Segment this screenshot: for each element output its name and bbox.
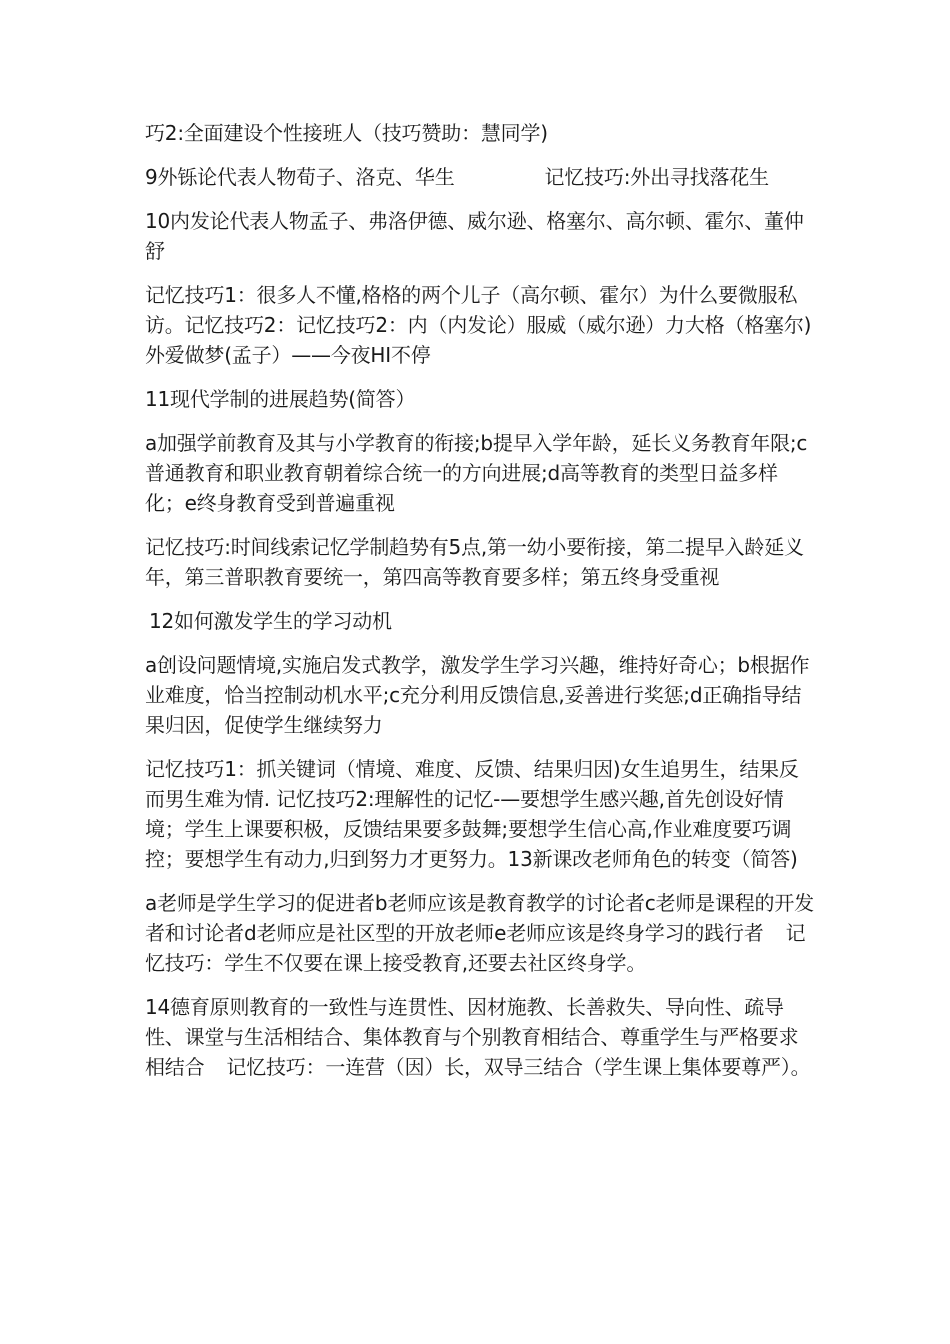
- paragraph-item-12-answer: [145, 650, 817, 740]
- text: 9外铄论代表人物荀子、洛克、华生: [145, 165, 455, 189]
- document-body: [145, 118, 817, 1096]
- paragraph-item-11: [145, 384, 817, 414]
- paragraph-item-11-answer: [145, 428, 817, 518]
- paragraph-item-11-tip: [145, 532, 817, 592]
- text: a老师是学生学习的促进者b老师应该是教育教学的讨论者c老师是课程的开发者和讨论者d老师应是社区型的开放老师e老师应该是终身学习的践行者: [145, 891, 814, 945]
- paragraph-item-12-tips: [145, 754, 817, 874]
- text: 11现代学制的进展趋势(简答）: [145, 387, 416, 411]
- text: a创设问题情境,实施启发式教学，激发学生学习兴趣，维持好奇心；b根据作业难度，恰当控制动机水平;c充分利用反馈信息,妥善进行奖惩;d正确指导结果归因，促使学生继续努力: [145, 653, 810, 737]
- text: 巧2:全面建设个性接班人（技巧赞助：慧同学): [145, 121, 548, 145]
- text: 12如何激发学生的学习动机: [149, 609, 392, 633]
- text: 记忆技巧:时间线索记忆学制趋势有5点,第一幼小要衔接，第二提早入龄延义年，第三普职教育要统一，第四高等教育要多样；第五终身受重视: [145, 535, 804, 589]
- paragraph-item-10: [145, 206, 817, 266]
- paragraph-item-12: [145, 606, 817, 636]
- text: 14德育原则教育的一致性与连贯性、因材施教、长善救失、导向性、疏导性、课堂与生活相结合、集体教育与个别教育相结合、尊重学生与严格要求相结合: [145, 995, 799, 1079]
- text: 记忆技巧1：很多人不懂,格格的两个儿子（高尔顿、霍尔）为什么要微服私访。记忆技巧2：记忆技巧2：内（内发论）服威（威尔逊）力大格（格塞尔)外爱做梦(孟子）——今夜HI不停: [145, 283, 812, 367]
- memory-tip: 记忆技巧：学生不仅要在课上接受教育,还要去社区终身学。: [145, 921, 806, 975]
- memory-tip: 记忆技巧：一连营（因）长，双导三结合（学生课上集体要尊严）。: [226, 1055, 811, 1079]
- text: 10内发论代表人物孟子、弗洛伊德、威尔逊、格塞尔、高尔顿、霍尔、董仲舒: [145, 209, 804, 263]
- text: 记忆技巧1：抓关键词（情境、难度、反馈、结果归因)女生追男生，结果反而男生难为情. 记忆技巧2:理解性的记忆-—要想学生感兴趣,首先创设好情境；学生上课要积极，反馈结果要多鼓舞;要想学生信心高,作业难度要巧调控；要想学生有动力,归到努力才更努力。13新课改老师角色的转变（简答): [145, 757, 799, 871]
- paragraph-item-10-tips: [145, 280, 817, 370]
- text: a加强学前教育及其与小学教育的衔接;b提早入学年龄，延长义务教育年限;c普通教育和职业教育朝着综合统一的方向进展;d高等教育的类型日益多样化；e终身教育受到普遍重视: [145, 431, 808, 515]
- memory-tip: 记忆技巧:外出寻找落花生: [544, 165, 769, 189]
- paragraph-item-13-answer: [145, 888, 817, 978]
- paragraph-item-14: [145, 992, 817, 1082]
- paragraph-tip-2: [145, 118, 817, 148]
- paragraph-item-9: [145, 162, 817, 192]
